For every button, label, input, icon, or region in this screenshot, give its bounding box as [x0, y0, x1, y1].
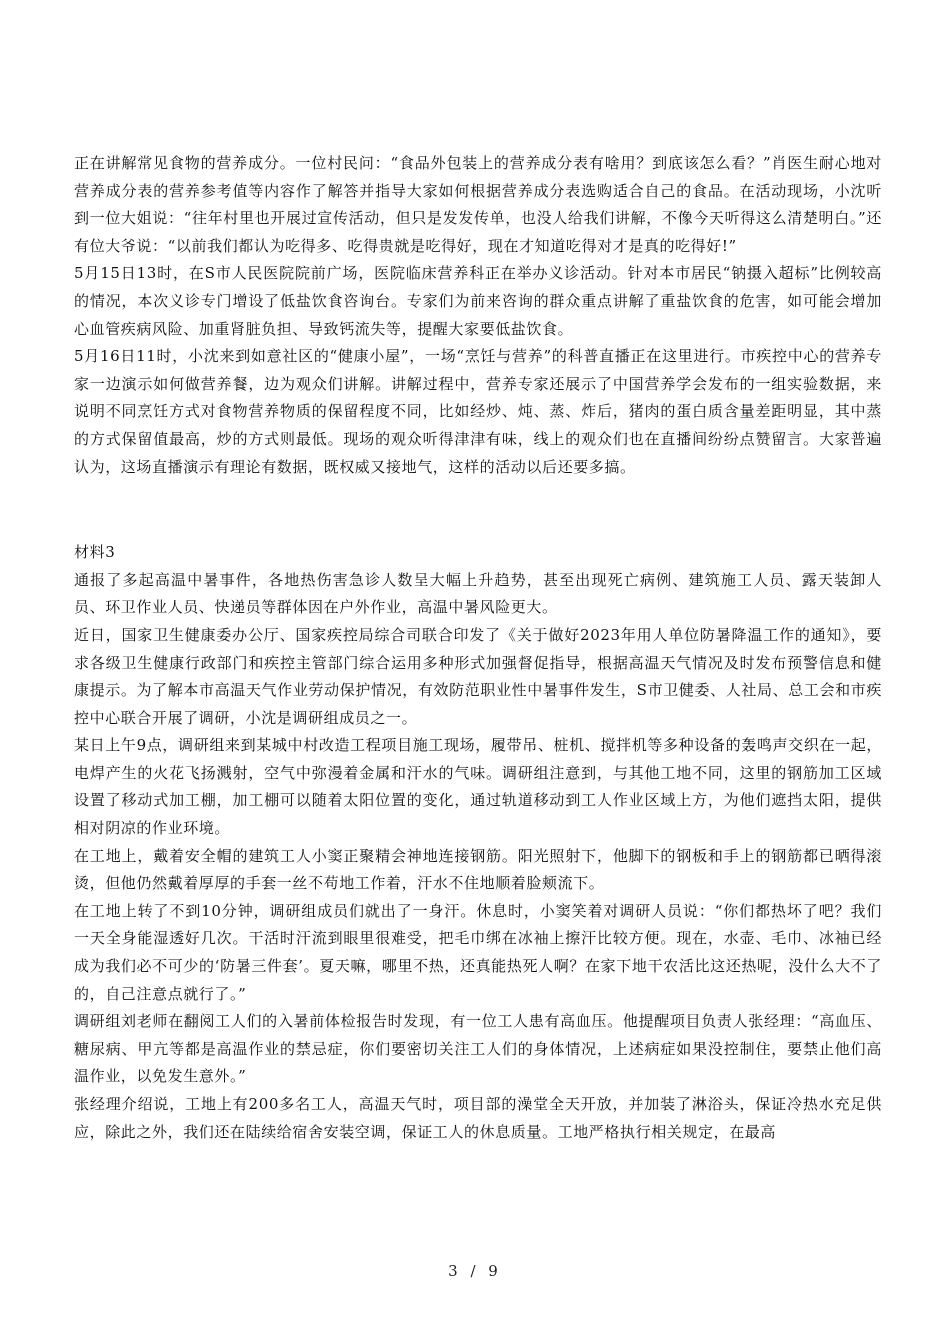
paragraph: 调研组刘老师在翻阅工人们的入暑前体检报告时发现，有一位工人患有高血压。他提醒项目负责人张经理：“高血压、糖尿病、甲亢等都是高温作业的禁忌症，你们要密切关注工人们的身体情况，上述病症如果没控制住，要禁止他们高温作业，以免发生意外。” — [74, 1012, 882, 1086]
paragraph: 在工地上转了不到10分钟，调研组成员们就出了一身汗。休息时，小窦笑着对调研人员说：“你们都热坏了吧？我们一天全身能湿透好几次。干活时汗流到眼里很难受，把毛巾绑在冰袖上擦汗比较方便。现在，水壶、毛巾、冰袖已经成为我们必不可少的‘防暑三件套’。夏天嘛，哪里不热，还真能热死人啊？在家下地干农活比这还热呢，没什么大不了的，自己注意点就行了。” — [74, 901, 882, 1003]
paragraph: 通报了多起高温中暑事件，各地热伤害急诊人数呈大幅上升趋势，甚至出现死亡病例、建筑施工人员、露天装卸人员、环卫作业人员、快递员等群体因在户外作业，高温中暑风险更大。 — [74, 570, 882, 617]
paragraph: 正在讲解常见食物的营养成分。一位村民问：“食品外包装上的营养成分表有啥用？到底该怎么看？”肖医生耐心地对营养成分表的营养参考值等内容作了解答并指导大家如何根据营养成分表选购适合自己的食品。在活动现场，小沈听到一位大姐说：“往年村里也开展过宣传活动，但只是发发传单，也没人给我们讲解，不像今天听得这么清楚明白。”还有位大爷说：“以前我们都认为吃得多、吃得贵就是吃得好，现在才知道吃得对才是真的吃得好!” — [74, 154, 882, 255]
paragraph: 在工地上，戴着安全帽的建筑工人小窦正聚精会神地连接钢筋。阳光照射下，他脚下的钢板和手上的钢筋都已晒得滚烫，但他仍然戴着厚厚的手套一丝不苟地工作着，汗水不住地顺着脸颊流下。 — [74, 846, 882, 893]
paragraph: 5月15日13时，在S市人民医院院前广场，医院临床营养科正在举办义诊活动。针对本市居民“钠摄入超标”比例较高的情况，本次义诊专门增设了低盐饮食咨询台。专家们为前来咨询的群众重点讲解了重盐饮食的危害，如可能会增加心血管疾病风险、加重肾脏负担、导致钙流失等，提醒大家要低盐饮食。 — [74, 264, 882, 338]
paragraph: 某日上午9点，调研组来到某城中村改造工程项目施工现场，履带吊、桩机、搅拌机等多种设备的轰鸣声交织在一起，电焊产生的火花飞扬溅射，空气中弥漫着金属和汗水的气味。调研组注意到，与其他工地不同，这里的钢筋加工区域设置了移动式加工棚，加工棚可以随着太阳位置的变化，通过轨道移动到工人作业区域上方，为他们遮挡太阳，提供相对阴凉的作业环境。 — [74, 736, 882, 838]
section-title: 材料3 — [74, 543, 116, 562]
page-number: 3 / 9 — [448, 1262, 502, 1280]
paragraph: 近日，国家卫生健康委办公厅、国家疾控局综合司联合印发了《关于做好2023年用人单位防暑降温工作的通知》，要求各级卫生健康行政部门和疾控主管部门综合运用多种形式加强督促指导，根据高温天气情况及时发布预警信息和健康提示。为了解本市高温天气作业劳动保护情况，有效防范职业性中暑事件发生，S市卫健委、人社局、总工会和市疾控中心联合开展了调研，小沈是调研组成员之一。 — [74, 625, 882, 727]
document-body — [74, 150, 882, 1146]
section-spacer — [74, 481, 882, 539]
paragraph: 5月16日11时，小沈来到如意社区的“健康小屋”，一场“烹饪与营养”的科普直播正在这里进行。市疾控中心的营养专家一边演示如何做营养餐，边为观众们讲解。讲解过程中，营养专家还展示了中国营养学会发布的一组实验数据，来说明不同烹饪方式对食物营养物质的保留程度不同，比如经炒、炖、蒸、炸后，猪肉的蛋白质含量差距明显，其中蒸的方式保留值最高，炒的方式则最低。现场的观众听得津津有味，线上的观众们也在直播间纷纷点赞留言。大家普遍认为，这场直播演示有理论有数据，既权威又接地气，这样的活动以后还要多搞。 — [74, 347, 882, 476]
paragraph: 张经理介绍说，工地上有200多名工人，高温天气时，项目部的澡堂全天开放，并加装了淋浴头，保证冷热水充足供应，除此之外，我们还在陆续给宿舍安装空调，保证工人的休息质量。工地严格执行相关规定，在最高 — [74, 1095, 882, 1141]
